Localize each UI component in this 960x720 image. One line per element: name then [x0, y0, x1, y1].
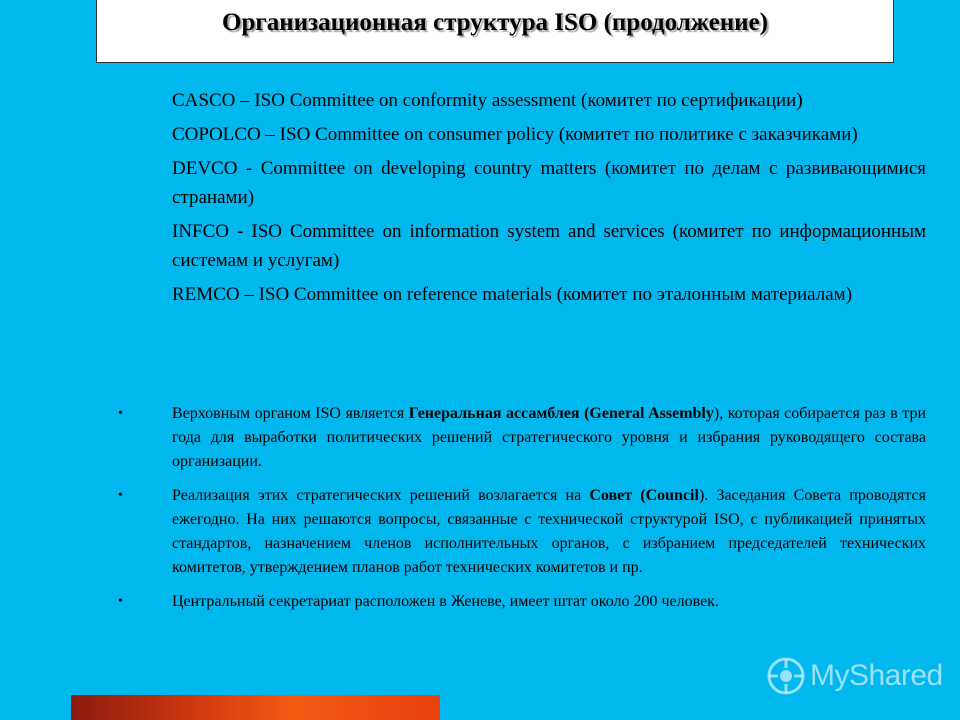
- bullet-marker: •: [118, 488, 123, 503]
- bullet-marker: •: [118, 594, 123, 609]
- committee-list: [172, 86, 926, 314]
- bullet-emphasis: Совет (Council: [589, 487, 699, 504]
- bullet-list: [118, 402, 926, 624]
- bullet-text: [172, 402, 926, 474]
- bullet-text-part: Реализация этих стратегических решений возлагается на: [172, 487, 590, 504]
- committee-item-infco: INFCO - ISO Committee on information system and services (комитет по информационным системам и услугам): [172, 221, 926, 271]
- committee-item-remco: REMCO – ISO Committee on reference materials (комитет по эталонным материалам): [172, 284, 853, 305]
- myshared-logo-icon: [766, 656, 806, 696]
- bullet-text-part: Центральный секретариат расположен в Женеве, имеет штат около 200 человек.: [172, 593, 719, 610]
- bullet-text-part: ), которая собирается раз в три года для выработки политических решений стратегического уровня и избрания руководящего состава организации.: [172, 405, 927, 470]
- decorative-red-bar: [71, 695, 440, 720]
- bullet-item-secretariat: [118, 590, 926, 614]
- bullet-text: [172, 484, 926, 580]
- slide-title: Организационная структура ISO (продолжение): [222, 9, 768, 36]
- committee-item-devco: DEVCO - Committee on developing country matters (комитет по делам с развивающимися странами): [172, 158, 926, 208]
- bullet-item-council: [118, 484, 926, 580]
- bullet-text-part: ). Заседания Совета проводятся ежегодно. На них решаются вопросы, связанные с технической структурой ISO, с публикацией принятых стандартов, назначением членов исполнительных органов, с избранием председателей технических комитетов, утверждением планов работ технических комитетов и пр.: [172, 487, 926, 576]
- bullet-text: [172, 590, 926, 614]
- bullet-text-part: Верховным органом ISO является: [172, 405, 409, 422]
- committee-item-casco: CASCO – ISO Committee on conformity assessment (комитет по сертификации): [172, 90, 803, 111]
- title-box: [96, 0, 894, 63]
- watermark-text: MyShared: [810, 659, 943, 692]
- bullet-item-general-assembly: [118, 402, 926, 474]
- committee-item-copolco: COPOLCO – ISO Committee on consumer policy (комитет по политике с заказчиками): [172, 124, 858, 145]
- bullet-emphasis: Генеральная ассамблея (General Assembly: [408, 405, 714, 422]
- bullet-marker: •: [118, 406, 123, 421]
- watermark: [766, 656, 943, 696]
